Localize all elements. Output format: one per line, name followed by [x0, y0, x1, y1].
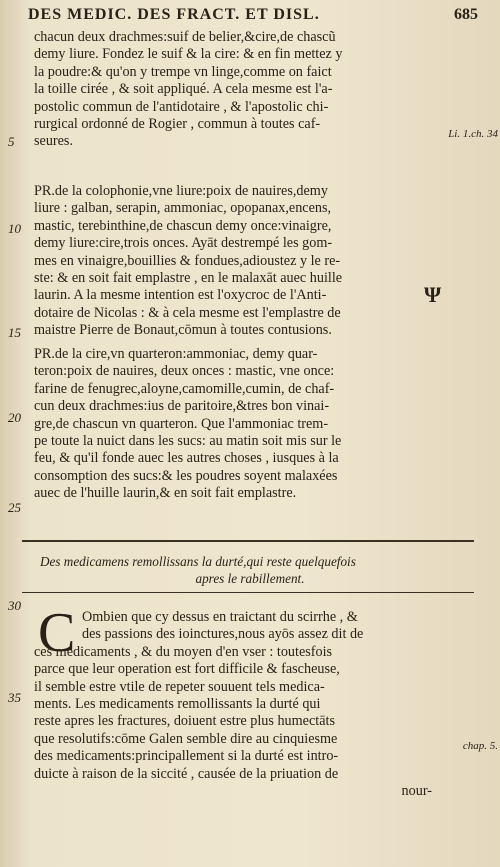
text-line: des medicaments:principallement si la durté est intro-: [34, 748, 339, 765]
text-line: cun deux drachmes:ius de paritoire,&tres bon vinai-: [34, 398, 330, 415]
drop-cap: C: [38, 602, 76, 664]
text-line: rurgical ordonné de Rogier , commun à toutes caf-: [34, 115, 321, 132]
margin-symbol: Ψ: [424, 282, 442, 307]
section-title-line: apres le rabillement.: [195, 571, 305, 586]
text-line: farine de fenugrec,aloyne,camomille,cumin, de chaf-: [34, 380, 335, 397]
section-title: [40, 553, 460, 587]
text-line: que resolutifs:cōme Galen semble dire au cinquiesme: [34, 730, 338, 747]
section-divider: [22, 540, 474, 542]
section-divider-thin: [22, 592, 474, 593]
running-header: [18, 6, 478, 28]
text-line: ste: & en soit fait emplastre , en le malaxāt auec huille: [34, 269, 343, 286]
text-line: chacun deux drachmes:suif de belier,&cire,de chascũ: [34, 29, 336, 45]
text-line: mastic, terebinthine,de chascun demy once:vinaigre,: [34, 217, 332, 234]
text-line: ces medicaments , & du moyen d'en vser : toutesfois: [34, 643, 333, 660]
text-line: la toille cirée , & soit appliqué. A cela mesme est l'a-: [34, 81, 333, 98]
text-line: ments. Les medicaments remollissants la durté qui: [34, 695, 321, 712]
line-number: 15: [8, 325, 21, 340]
paragraph-2: [34, 183, 466, 340]
text-line: laurin. A la mesme intention est l'oxycroc de l'Anti-: [34, 287, 327, 304]
text-line: auec de l'huille laurin,& en soit fait emplastre.: [34, 485, 297, 502]
text-line: PR.de la cire,vn quarteron:ammoniac, demy quar-: [34, 346, 318, 362]
text-line: des passions des ioinctures,nous ayōs assez dit de: [82, 626, 364, 643]
margin-reference: chap. 5.: [462, 740, 498, 752]
line-number: 20: [8, 410, 21, 425]
text-line: duicte à raison de la siccité , causée de la priuation de: [34, 765, 339, 782]
text-line: demy liure. Fondez le suif & la cire: & en fin mettez y: [34, 46, 343, 63]
text-line: postolic commun de l'antidotaire , & l'apostolic chi-: [34, 98, 329, 115]
line-number: 5: [8, 134, 15, 149]
text-line: mes en vinaigre,bouillies & fondues,adioustez y le re-: [34, 252, 341, 269]
text-line: reste apres les fractures, doiuent estre plus humectāts: [34, 713, 335, 730]
text-line: la poudre:& qu'on y trempe vn linge,comme on faict: [34, 63, 332, 80]
text-line: pe toute la nuict dans les sucs: au matin soit mis sur le: [34, 432, 342, 449]
text-line: parce que leur operation est fort difficile & fascheuse,: [34, 661, 340, 678]
text-line: teron:poix de nauires, deux onces : mastic, vne once:: [34, 363, 335, 380]
paragraph-1: [34, 29, 466, 151]
text-line: seures.: [34, 133, 74, 150]
text-line: gre,de chascun vn quarteron. Que l'ammoniac trem-: [34, 415, 329, 432]
text-line: il semble estre vtile de repeter souuent tels medica-: [34, 678, 325, 695]
line-number: 35: [8, 690, 21, 705]
line-number: 30: [8, 598, 21, 613]
section-title-line: Des medicamens remollissans la durté,qui reste quelquefois: [40, 554, 356, 569]
margin-reference: Li. 1.ch. 34: [448, 128, 498, 140]
text-line: Ombien que cy dessus en traictant du scirrhe , &: [82, 609, 358, 625]
line-number: 25: [8, 500, 21, 515]
paragraph-4: [34, 609, 466, 800]
header-title: DES MEDIC. DES FRACT. ET DISL.: [28, 6, 320, 23]
text-line: demy liure:cire,trois onces. Ayāt destrempé les gom-: [34, 235, 333, 252]
text-line: dotaire de Nicolas : & à cela mesme est l'emplastre de: [34, 304, 341, 321]
line-number: 10: [8, 221, 21, 236]
text-line: nour-: [401, 782, 432, 799]
text-line: feu, & qu'il fonde auec les autres choses , iusques à la: [34, 450, 339, 467]
text-line: maistre Pierre de Bonaut,cōmun à toutes contusions.: [34, 322, 332, 339]
paragraph-3: [34, 346, 466, 503]
page-number: 685: [454, 6, 478, 23]
text-line: PR.de la colophonie,vne liure:poix de nauires,demy: [34, 183, 328, 199]
text-line: consomption des sucs:& les poudres soyent malaxées: [34, 467, 338, 484]
text-line: liure : galban, serapin, ammoniac, opopanax,encens,: [34, 200, 332, 217]
